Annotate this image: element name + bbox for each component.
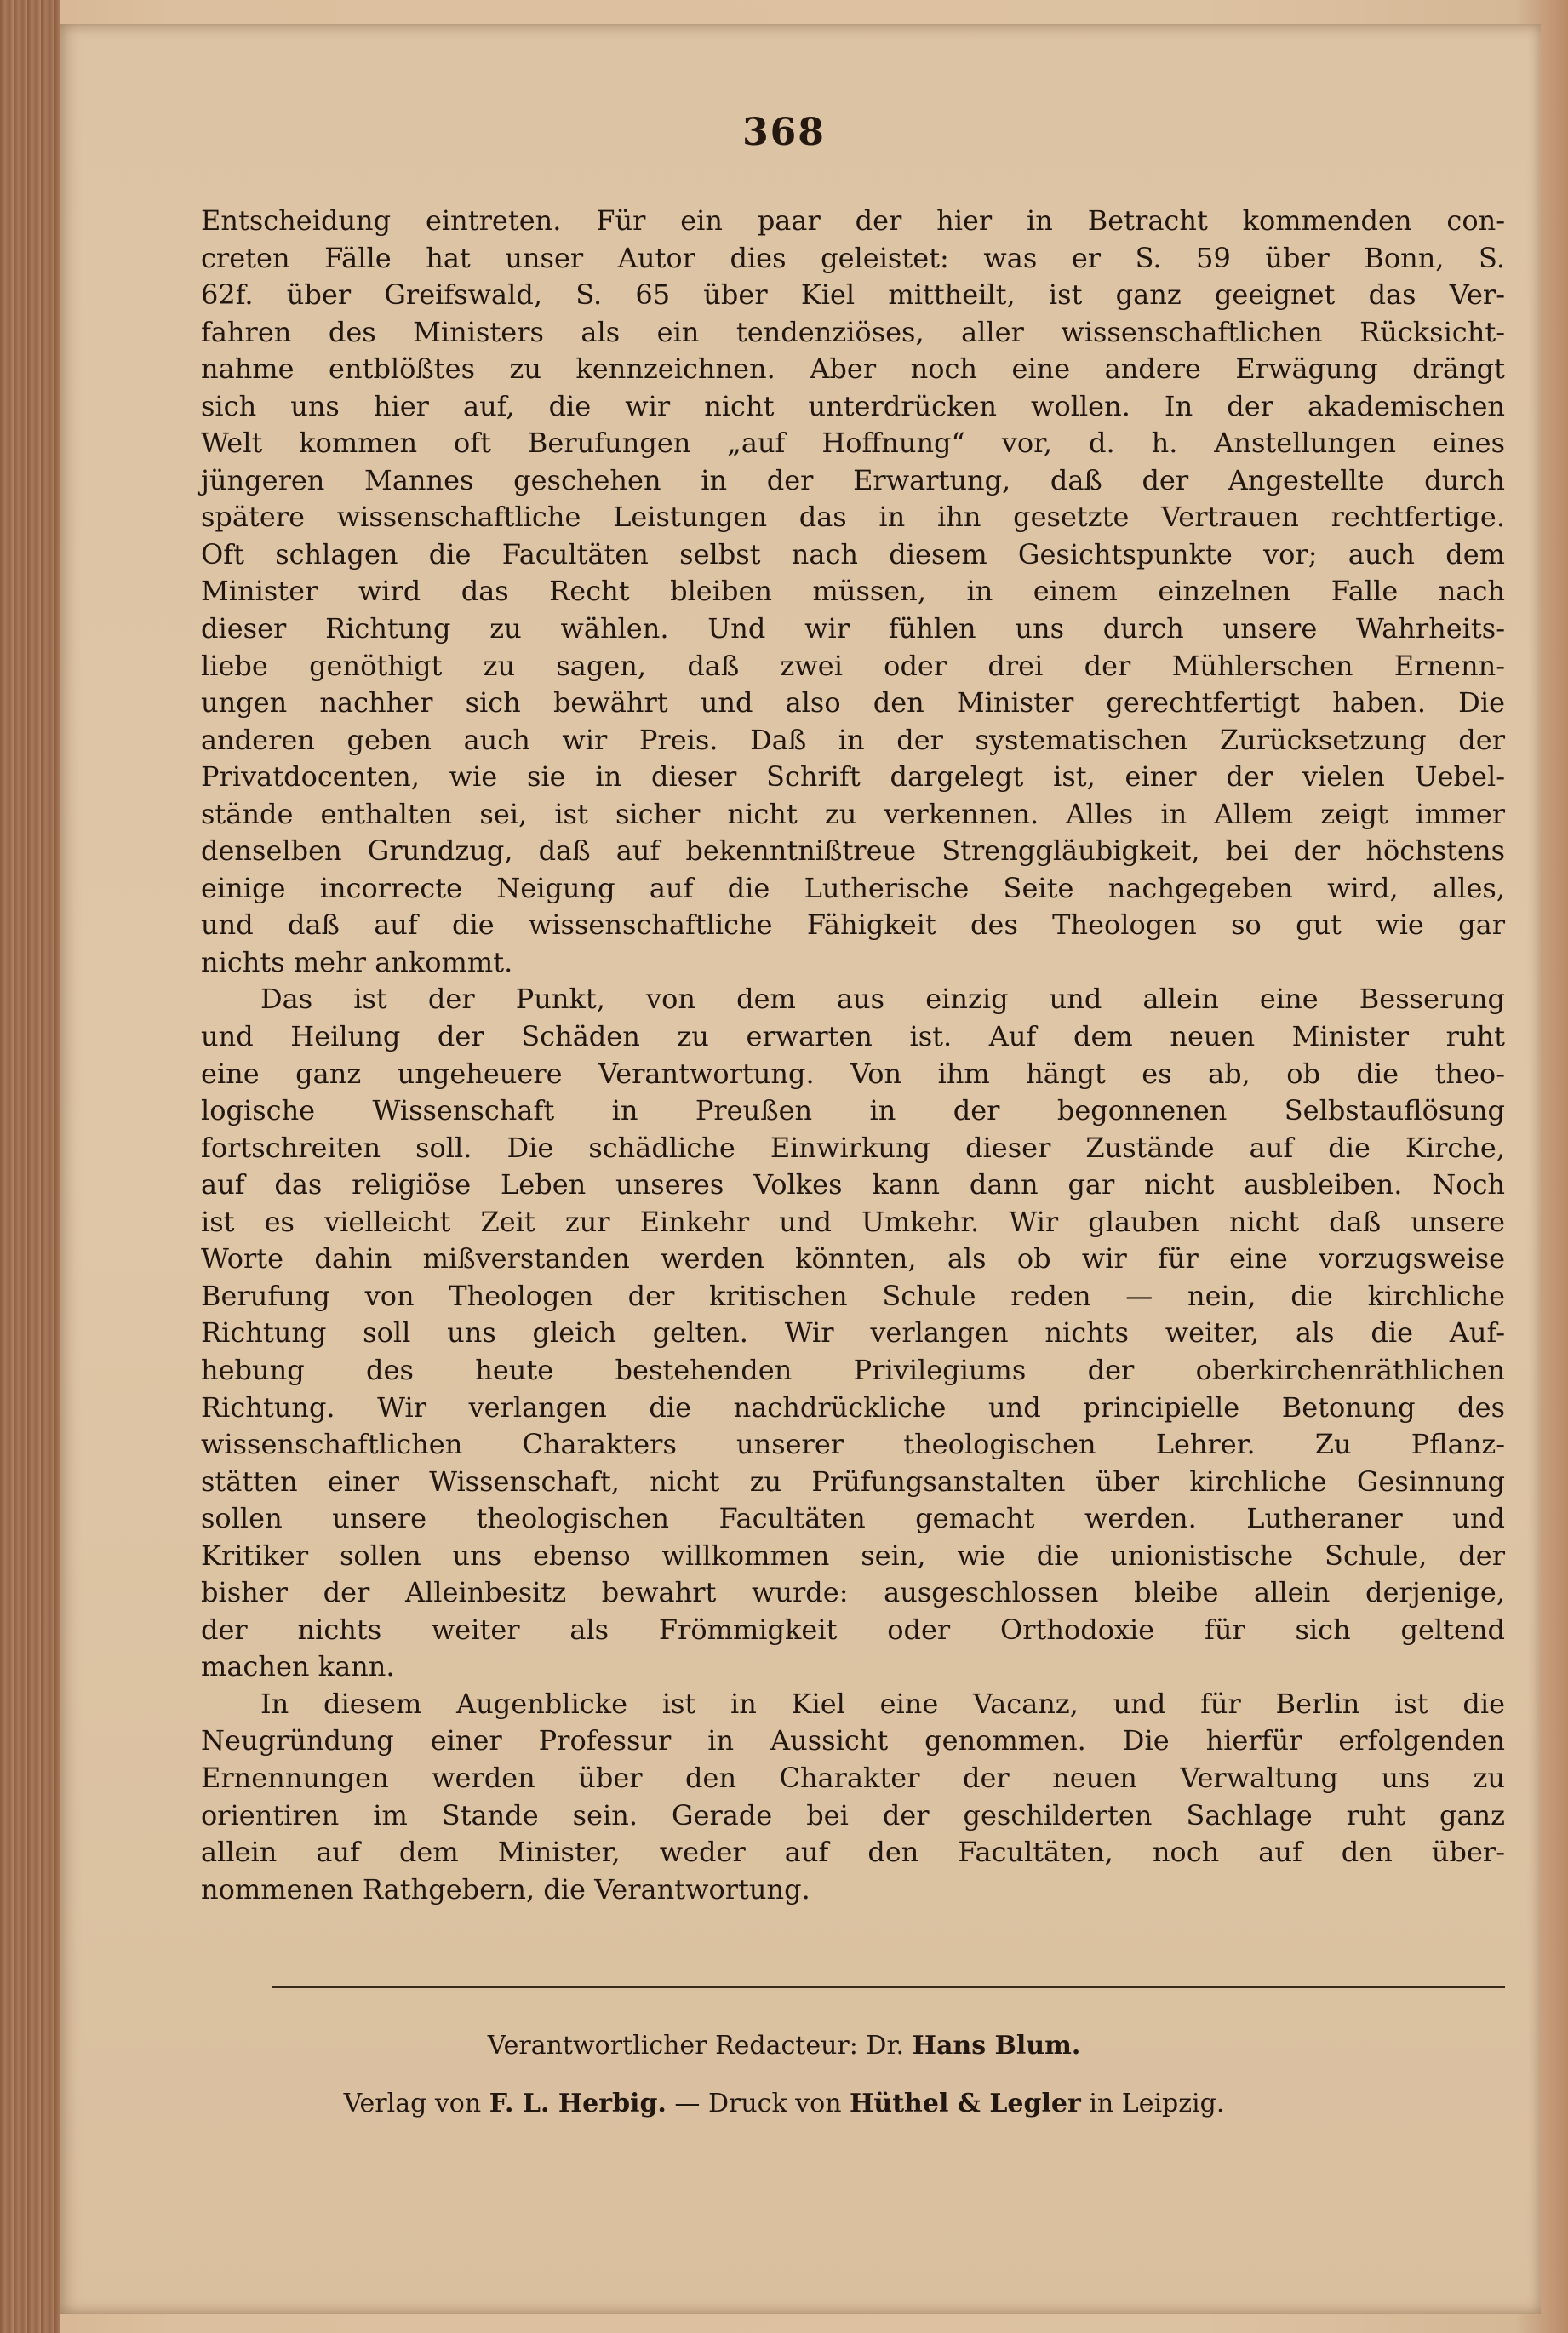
text-line: Kritiker sollen uns ebenso willkommen sein, wie die unionistische Schule, der <box>201 1539 1505 1572</box>
text-line: liebe genöthigt zu sagen, daß zwei oder drei der Mühlerschen Ernenn- <box>201 649 1505 682</box>
text-line: Minister wird das Recht bleiben müssen, in einem einzelnen Falle nach <box>201 575 1505 608</box>
text-line: nahme entblößtes zu kennzeichnen. Aber noch eine andere Erwägung drängt <box>201 353 1505 386</box>
text-line: Oft schlagen die Facultäten selbst nach diesem Gesichtspunkte vor; auch dem <box>201 537 1505 570</box>
text-line: stände enthalten sei, ist sicher nicht zu verkennen. Alles in Allem zeigt immer <box>201 797 1505 830</box>
publisher-name: F. L. Herbig. <box>489 2089 667 2118</box>
publisher-prefix: Verlag von <box>343 2089 489 2118</box>
text-line: stätten einer Wissenschaft, nicht zu Prüfungsanstalten über kirchliche Gesinnung <box>201 1465 1505 1498</box>
text-line: bisher der Alleinbesitz bewahrt wurde: ausgeschlossen bleibe allein derjenige, <box>201 1576 1505 1609</box>
printer-suffix: in Leipzig. <box>1080 2089 1225 2118</box>
printer-prefix: — Druck von <box>666 2089 850 2118</box>
text-line: der nichts weiter als Frömmigkeit oder Orthodoxie für sich geltend <box>201 1613 1505 1646</box>
text-line: Das ist der Punkt, von dem aus einzig und allein eine Besserung <box>260 983 1505 1016</box>
text-line: orientiren im Stande sein. Gerade bei der geschilderten Sachlage ruht ganz <box>201 1798 1505 1831</box>
editor-name: Hans Blum. <box>912 2031 1081 2061</box>
text-line: dieser Richtung zu wählen. Und wir fühlen uns durch unsere Wahrheits- <box>201 612 1505 645</box>
text-line: und daß auf die wissenschaftliche Fähigkeit des Theologen so gut wie gar <box>201 909 1505 942</box>
text-line: und Heilung der Schäden zu erwarten ist. Auf dem neuen Minister ruht <box>201 1020 1505 1053</box>
text-line: nichts mehr ankommt. <box>201 945 513 978</box>
text-line: 62f. über Greifswald, S. 65 über Kiel mittheilt, ist ganz geeignet das Ver- <box>201 278 1505 312</box>
text-line: spätere wissenschaftliche Leistungen das in ihn gesetzte Vertrauen rechtfertige. <box>201 501 1505 534</box>
editor-line <box>0 2031 1568 2061</box>
text-line: eine ganz ungeheuere Verantwortung. Von ihm hängt es ab, ob die theo- <box>201 1057 1505 1090</box>
text-line: sich uns hier auf, die wir nicht unterdrücken wollen. In der akademischen <box>201 389 1505 422</box>
text-line: Worte dahin mißverstanden werden könnten, als ob wir für eine vorzugsweise <box>201 1242 1505 1275</box>
text-line: nommenen Rathgebern, die Verantwortung. <box>201 1872 810 1906</box>
text-line: hebung des heute bestehenden Privilegiums der oberkirchenräthlichen <box>201 1353 1505 1386</box>
text-line: Richtung soll uns gleich gelten. Wir verlangen nichts weiter, als die Auf- <box>201 1316 1505 1350</box>
text-line: wissenschaftlichen Charakters unserer theologischen Lehrer. Zu Pflanz- <box>201 1428 1505 1461</box>
text-line: denselben Grundzug, daß auf bekenntnißtreue Strenggläubigkeit, bei der höchstens <box>201 834 1505 868</box>
text-line: ungen nachher sich bewährt und also den Minister gerechtfertigt haben. Die <box>201 686 1505 719</box>
text-line: ist es vielleicht Zeit zur Einkehr und Umkehr. Wir glauben nicht daß unsere <box>201 1205 1505 1238</box>
text-line: Entscheidung eintreten. Für ein paar der hier in Betracht kommenden con- <box>201 204 1505 237</box>
editor-label: Verantwortlicher Redacteur: Dr. <box>487 2031 913 2061</box>
body-text <box>201 203 1505 1908</box>
printer-name: Hüthel & Legler <box>850 2089 1081 2118</box>
footer-divider <box>272 1986 1505 1988</box>
text-line: Neugründung einer Professur in Aussicht genommen. Die hierfür erfolgenden <box>201 1724 1505 1757</box>
text-line: Privatdocenten, wie sie in dieser Schrift dargelegt ist, einer der vielen Uebel- <box>201 760 1505 794</box>
text-line: anderen geben auch wir Preis. Daß in der systematischen Zurücksetzung der <box>201 723 1505 756</box>
text-line: jüngeren Mannes geschehen in der Erwartung, daß der Angestellte durch <box>201 463 1505 496</box>
text-line: fortschreiten soll. Die schädliche Einwirkung dieser Zustände auf die Kirche, <box>201 1131 1505 1164</box>
text-line: fahren des Ministers als ein tendenziöses, aller wissenschaftlichen Rücksicht- <box>201 315 1505 348</box>
page-number: 368 <box>742 111 826 154</box>
text-line: machen kann. <box>201 1650 395 1683</box>
publisher-line <box>0 2089 1568 2118</box>
text-line: Welt kommen oft Berufungen „auf Hoffnung“ vor, d. h. Anstellungen eines <box>201 427 1505 460</box>
text-line: Ernennungen werden über den Charakter der neuen Verwaltung uns zu <box>201 1761 1505 1794</box>
text-line: creten Fälle hat unser Autor dies geleistet: was er S. 59 über Bonn, S. <box>201 241 1505 274</box>
text-line: Richtung. Wir verlangen die nachdrückliche und principielle Betonung des <box>201 1390 1505 1424</box>
text-line: Berufung von Theologen der kritischen Schule reden — nein, die kirchliche <box>201 1279 1505 1312</box>
text-line: allein auf dem Minister, weder auf den Facultäten, noch auf den über- <box>201 1836 1505 1869</box>
text-line: logische Wissenschaft in Preußen in der begonnenen Selbstauflösung <box>201 1094 1505 1127</box>
text-line: In diesem Augenblicke ist in Kiel eine Vacanz, und für Berlin ist die <box>260 1687 1505 1720</box>
text-line: einige incorrecte Neigung auf die Lutherische Seite nachgegeben wird, alles, <box>201 871 1505 904</box>
text-line: auf das religiöse Leben unseres Volkes kann dann gar nicht ausbleiben. Noch <box>201 1168 1505 1201</box>
book-spine-edge <box>0 0 60 2333</box>
text-line: sollen unsere theologischen Facultäten gemacht werden. Lutheraner und <box>201 1502 1505 1535</box>
